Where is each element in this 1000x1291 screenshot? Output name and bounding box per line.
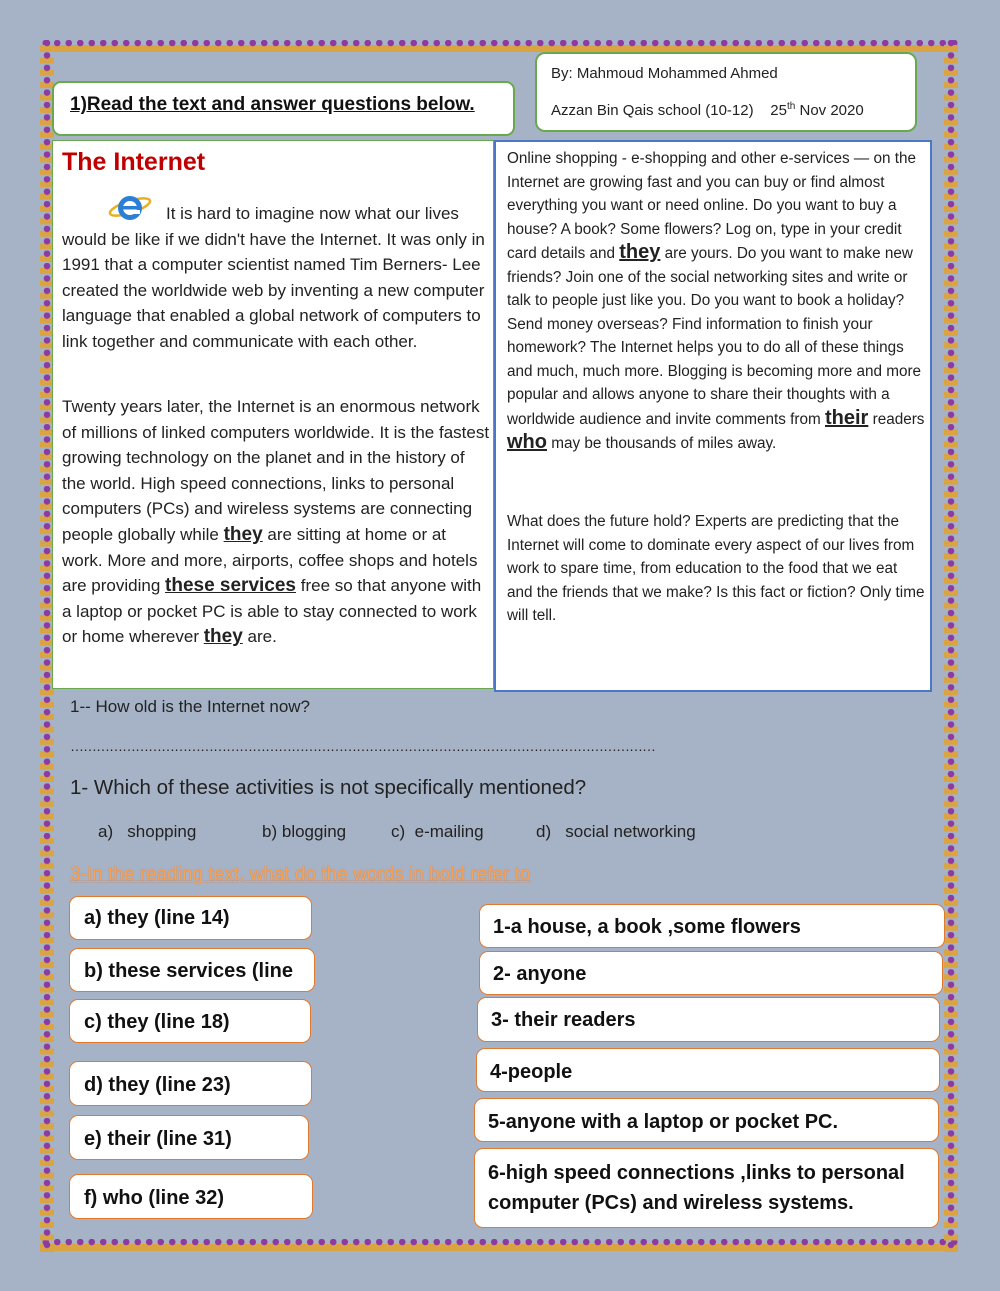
keyword-they-1: they bbox=[223, 523, 263, 545]
paragraph-4: What does the future hold? Experts are predicting that the Internet will come to dominate every aspect of our lives from work to spare time, from education to the food that we eat and the friends that we make? Is this fact or fiction? Only time will tell. bbox=[507, 513, 925, 624]
option-a[interactable]: a) shopping bbox=[98, 822, 197, 841]
option-d[interactable]: d) social networking bbox=[536, 822, 696, 841]
match-right-2[interactable]: 2- anyone bbox=[479, 951, 943, 995]
match-left-d[interactable]: d) they (line 23) bbox=[69, 1061, 312, 1106]
match-left-c[interactable]: c) they (line 18) bbox=[69, 999, 311, 1043]
author-name: By: Mahmoud Mohammed Ahmed bbox=[551, 65, 778, 82]
task-title: 1)Read the text and answer questions below. bbox=[70, 94, 475, 115]
reading-text-right bbox=[494, 140, 932, 692]
decorative-border-right bbox=[944, 40, 958, 1252]
match-right-6[interactable]: 6-high speed connections ,links to personal computer (PCs) and wireless systems. bbox=[474, 1148, 939, 1228]
option-b[interactable]: b) blogging bbox=[262, 822, 347, 841]
match-left-a[interactable]: a) they (line 14) bbox=[69, 896, 312, 940]
match-left-f[interactable]: f) who (line 32) bbox=[69, 1174, 313, 1219]
question-3-heading: 3-In the reading text, what do the words in bold refer to bbox=[70, 864, 531, 885]
match-left-e[interactable]: e) their (line 31) bbox=[69, 1115, 309, 1160]
question-1: 1-- How old is the Internet now? bbox=[70, 697, 311, 716]
match-right-3[interactable]: 3- their readers bbox=[477, 997, 940, 1042]
option-c[interactable]: c) e-mailing bbox=[391, 822, 484, 841]
decorative-border-bottom bbox=[40, 1239, 958, 1253]
question-2: 1- Which of these activities is not specifically mentioned? bbox=[70, 776, 587, 799]
reading-text-left bbox=[52, 140, 494, 689]
task-instruction-box bbox=[52, 81, 515, 136]
keyword-they-2: they bbox=[203, 626, 243, 648]
date: 25th Nov 2020 bbox=[770, 101, 864, 119]
match-right-1[interactable]: 1-a house, a book ,some flowers bbox=[479, 904, 945, 948]
keyword-these-services: these services bbox=[165, 575, 297, 597]
answer-blank-line[interactable]: ……………………………………………………………………………………………………………………… bbox=[70, 738, 655, 754]
school-name: Azzan Bin Qais school (10-12) bbox=[551, 102, 754, 119]
match-left-b[interactable]: b) these services (line bbox=[69, 948, 315, 992]
match-right-5[interactable]: 5-anyone with a laptop or pocket PC. bbox=[474, 1098, 939, 1142]
keyword-their: their bbox=[825, 406, 869, 429]
keyword-who: who bbox=[507, 431, 547, 453]
article-title: The Internet bbox=[62, 148, 206, 176]
paragraph-1: It is hard to imagine now what our lives would be like if we didn't have the Internet. It was only in 1991 that a computer scientist named Tim Berners- Lee created the worldwide web by inventing a new computer language that enabled a global network of computers to link together and communicate with each other. bbox=[62, 204, 485, 351]
keyword-they-3: they bbox=[619, 241, 661, 263]
match-right-4[interactable]: 4-people bbox=[476, 1048, 940, 1092]
author-info-box bbox=[535, 52, 917, 132]
paragraph-2: Twenty years later, the Internet is an enormous network of millions of linked computers worldwide. It is the fastest growing technology on the planet and in the history of the world. High speed connections, links to personal computers (PCs) and wireless systems are connecting people globally while they are sitting at home or at work. More and more, airports, coffee shops and hotels are providing these services free so that anyone with a laptop or pocket PC is able to stay connected to work or home wherever they are. bbox=[62, 397, 490, 648]
paragraph-3: Online shopping - e-shopping and other e-services — on the Internet are growing fast and you can buy or find almost everything you want or need online. Do you want to buy a house? A book? Some flowers? Log on, type in your credit card details and they are yours. Do you want to make new friends? Join one of the social networking sites and write or talk to people just like you. Do you want to book a holiday? Send money overseas? Find information to finish your homework? The Internet helps you to do all of these things and much, much more. Blogging is becoming more and more popular and allows anyone to share their thoughts with a worldwide audience and invite comments from their readers who may be thousands of miles away. bbox=[507, 150, 925, 453]
school-date-line bbox=[551, 101, 864, 119]
